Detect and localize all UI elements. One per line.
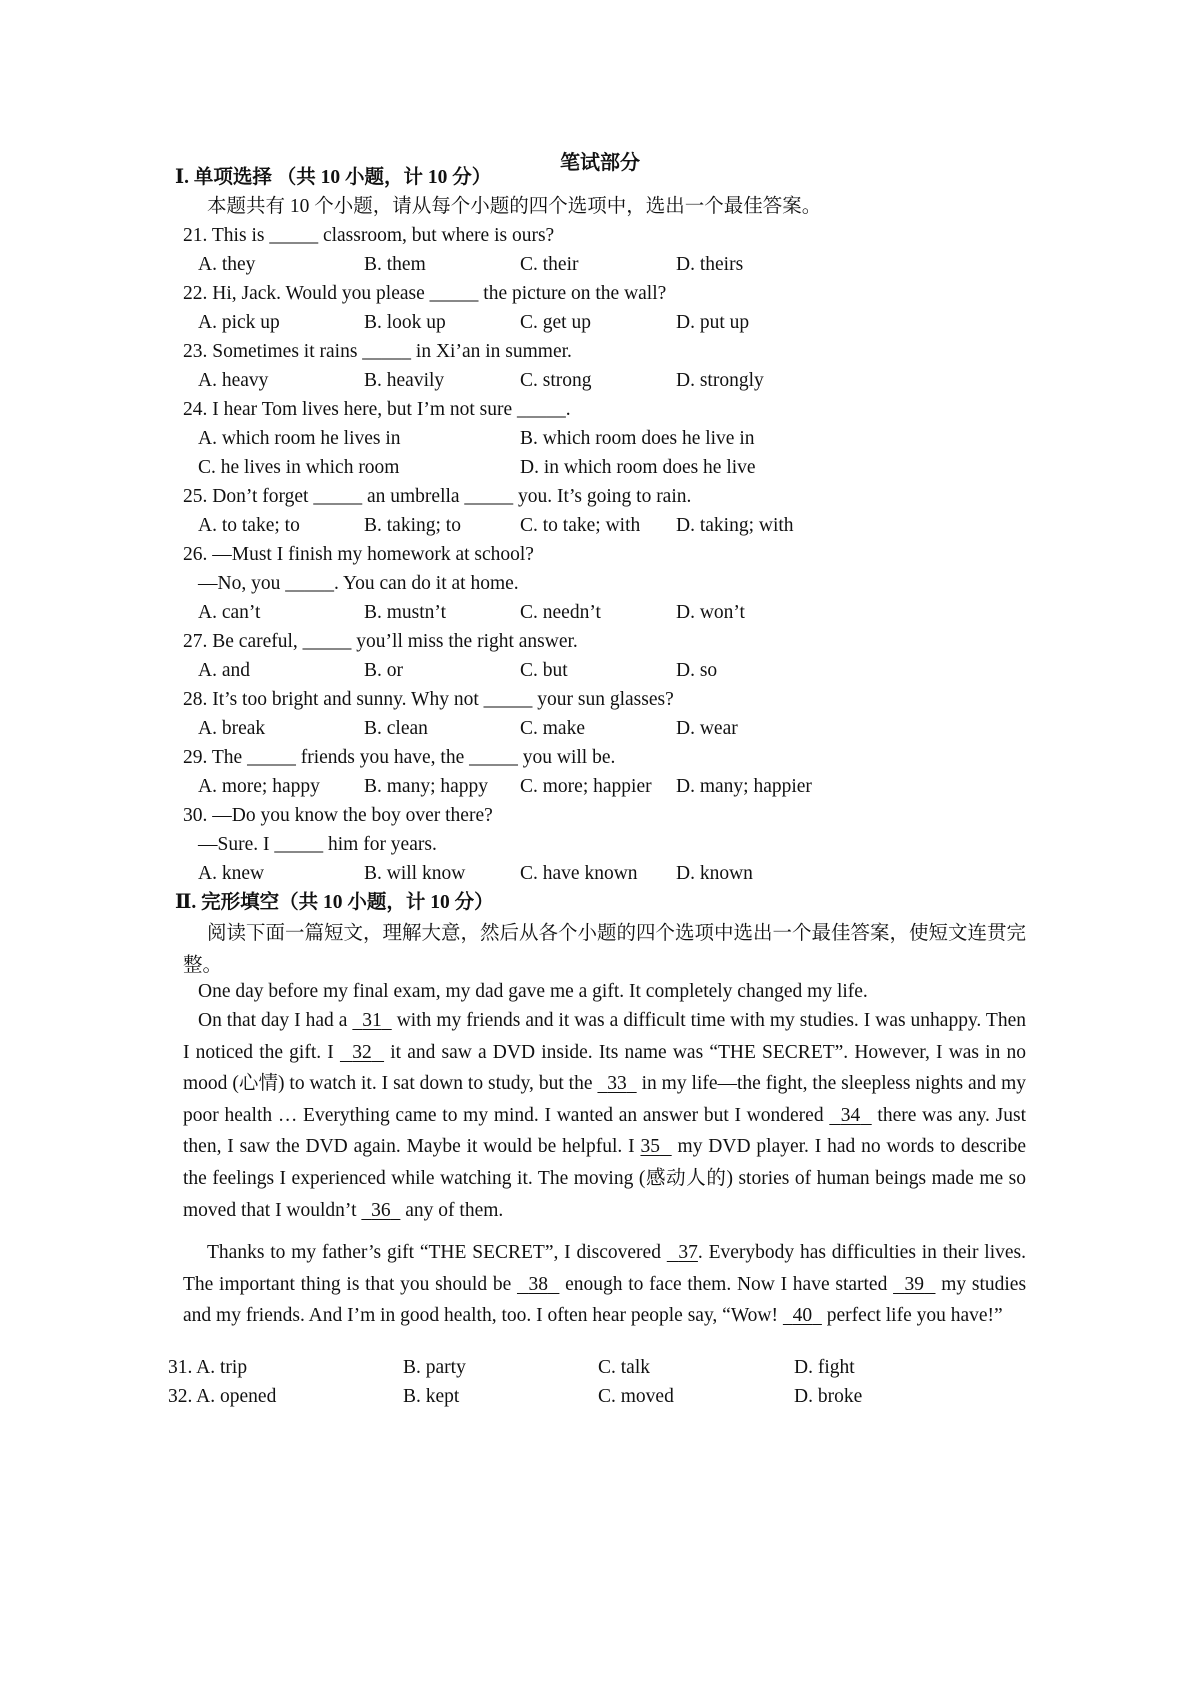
cloze-option-d: D. fight [794, 1357, 855, 1378]
option-d: D. strongly [676, 370, 764, 391]
option-c: C. their [520, 254, 579, 275]
option-d: D. put up [676, 312, 750, 333]
option-c: C. to take; with [520, 515, 641, 536]
blank-39: 39 [904, 1273, 925, 1295]
option-c: C. strong [520, 370, 592, 391]
blank-35: 35 [640, 1136, 660, 1158]
question-stem: 22. Hi, Jack. Would you please _____ the picture on the wall? [183, 283, 667, 304]
option-c: C. he lives in which room [198, 457, 400, 478]
option-b: B. taking; to [364, 515, 461, 536]
question-stem: 24. I hear Tom lives here, but I’m not sure _____. [183, 399, 571, 420]
option-c: C. get up [520, 312, 591, 333]
cloze-option-d: D. broke [794, 1386, 863, 1407]
cloze-option-c: C. moved [598, 1386, 674, 1407]
passage-paragraph-1: One day before my final exam, my dad gave me a gift. It completely changed my life. [198, 981, 868, 1002]
option-b: B. which room does he live in [520, 428, 755, 449]
option-b: B. mustn’t [364, 602, 446, 623]
option-a: A. can’t [198, 602, 261, 623]
option-a: A. they [198, 254, 256, 275]
section-2-instruction: 阅读下面一篇短文，理解大意，然后从各个小题的四个选项中选出一个最佳答案，使短文连贯完整。 [183, 923, 1027, 976]
option-b: B. look up [364, 312, 446, 333]
option-c: C. but [520, 660, 568, 681]
option-a: A. pick up [198, 312, 280, 333]
option-a: A. more; happy [198, 776, 320, 797]
question-stem: 30. —Do you know the boy over there? [183, 805, 493, 826]
option-a: A. heavy [198, 370, 269, 391]
question-stem: 26. —Must I finish my homework at school? [183, 544, 534, 565]
option-b: B. heavily [364, 370, 445, 391]
option-a: A. to take; to [198, 515, 300, 536]
option-a: A. break [198, 718, 266, 739]
option-c: C. have known [520, 863, 638, 884]
option-d: D. many; happier [676, 776, 812, 797]
question-reply: —Sure. I _____ him for years. [198, 834, 437, 855]
cloze-option-c: C. talk [598, 1357, 650, 1378]
cloze-option-a: 31. A. trip [168, 1357, 248, 1378]
option-d: D. so [676, 660, 718, 681]
question-stem: 23. Sometimes it rains _____ in Xi’an in summer. [183, 341, 572, 362]
blank-38: 38 [528, 1273, 548, 1295]
cloze-option-a: 32. A. opened [168, 1386, 277, 1407]
question-stem: 21. This is _____ classroom, but where is ours? [183, 225, 555, 246]
blank-37: 37 [678, 1242, 698, 1263]
section-1-instruction: 本题共有 10 个小题，请从每个小题的四个选项中，选出一个最佳答案。 [207, 196, 822, 217]
option-c: C. more; happier [520, 776, 652, 797]
option-c: C. needn’t [520, 602, 601, 623]
option-b: B. will know [364, 863, 466, 884]
section-1-heading: Ⅰ. 单项选择 （共 10 小题，计 10 分） [175, 167, 492, 188]
blank-36: 36 [371, 1199, 391, 1221]
option-a: A. and [198, 660, 250, 681]
passage-paragraph-2: On that day I had a 31 with my friends and it was a difficult time with my studies. I was unhappy. Then I noticed the gift. I 32 it and saw a DVD inside. Its name was “THE SECRET”. However, I was in no mood (心情) to watch it. I sat down to study, but the 33 in my life—the fight, the sleepless nights and my poor health … Everything came to my mind. I wanted an answer but I wondered 34 there was any. Just then, I saw the DVD again. Maybe it would be helpful. I 35 my DVD player. I had no words to describe the feelings I experienced while watching it. The moving (感动人的) stories of human beings made me so moved that I wouldn’t 36 any of them. [183, 1010, 1027, 1221]
section-2-heading: Ⅱ. 完形填空（共 10 小题，计 10 分） [175, 892, 494, 913]
option-a: A. which room he lives in [198, 428, 401, 449]
option-d: D. won’t [676, 602, 745, 623]
option-d: D. theirs [676, 254, 744, 275]
passage-paragraph-3: Thanks to my father’s gift “THE SECRET”, I discovered 37. Everybody has difficulties in their lives. The important thing is that you should be 38 enough to face them. Now I have started 39 my studies and my friends. And I’m in good health, too. I often hear people say, “Wow! 40 perfect life you have!” [183, 1242, 1027, 1327]
blank-40: 40 [792, 1305, 813, 1327]
question-stem: 25. Don’t forget _____ an umbrella _____ you. It’s going to rain. [183, 486, 692, 507]
option-b: B. them [364, 254, 426, 275]
blank-33: 33 [607, 1073, 627, 1095]
question-reply: —No, you _____. You can do it at home. [198, 573, 519, 594]
option-b: B. clean [364, 718, 428, 739]
option-d: D. taking; with [676, 515, 794, 536]
cloze-option-b: B. party [403, 1357, 466, 1378]
page-title: 笔试部分 [560, 152, 640, 174]
cloze-option-b: B. kept [403, 1386, 460, 1407]
option-c: C. make [520, 718, 585, 739]
blank-32: 32 [352, 1041, 372, 1063]
option-a: A. knew [198, 863, 265, 884]
question-stem: 27. Be careful, _____ you’ll miss the right answer. [183, 631, 578, 652]
question-stem: 28. It’s too bright and sunny. Why not _____ your sun glasses? [183, 689, 674, 710]
option-d: D. known [676, 863, 753, 884]
blank-34: 34 [840, 1104, 861, 1126]
option-d: D. in which room does he live [520, 457, 756, 478]
option-d: D. wear [676, 718, 738, 739]
question-stem: 29. The _____ friends you have, the _____ you will be. [183, 747, 616, 768]
option-b: B. or [364, 660, 403, 681]
option-b: B. many; happy [364, 776, 489, 797]
blank-31: 31 [362, 1010, 382, 1031]
